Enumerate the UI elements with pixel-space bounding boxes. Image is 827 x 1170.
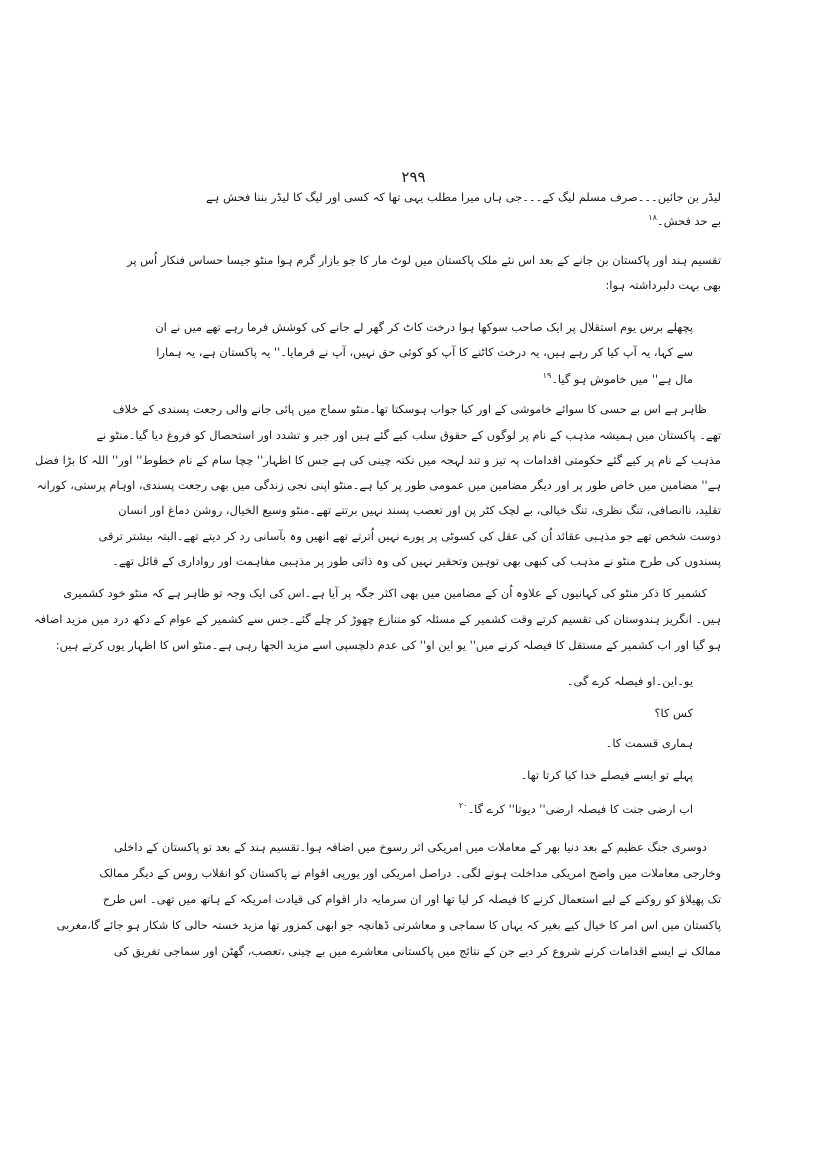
line-text: پچھلے برس یوم استقلال پر ایک صاحب سوکھا ہوا درخت کاٹ کر گھر لے جانے کی کوشش فرما رہے تھے میں نے ان bbox=[155, 320, 693, 334]
text-line bbox=[99, 866, 721, 880]
line-text: پسندوں کی طرح منٹو نے مذہب کی کبھی بھی توہین وتحقیر نہیں کی وہ ذاتی طور پر مذہبی مفاہمت اور رواداری کے قائل تھے۔ bbox=[112, 554, 721, 568]
text-line bbox=[143, 192, 721, 203]
line-text: کس کا؟ bbox=[654, 706, 693, 720]
line-text: کشمیر کا ذکر منٹو کی کہانیوں کے علاوہ اُن کے مضامین میں بھی اکثر جگہ پر آیا ہے۔اس کی ایک وجہ تو ظاہر ہے کہ منٹو خود کشمیری bbox=[63, 586, 707, 600]
line-text: ہے'' مضامین میں خاص طور پر اور دیگر مضامین میں عمومی طور پر کیا ہے۔منٹو اپنی نجی زندگی میں بھی رجعت پسندی، اوہام پرستی، کورانہ bbox=[36, 478, 721, 492]
text-line bbox=[533, 372, 693, 385]
text-line bbox=[98, 529, 721, 543]
text-line bbox=[55, 638, 721, 652]
line-text: یو۔این۔او فیصلہ کرے گی۔ bbox=[566, 674, 693, 688]
text-line bbox=[56, 918, 721, 932]
line-text: تقسیم ہند اور پاکستان بن جانے کے بعد اس نئے ملک پاکستان میں لوٹ مار کا جو بازار گرم ہوا منٹو جیسا حساس فنکار اُس پر bbox=[127, 253, 721, 267]
text-line bbox=[114, 840, 707, 854]
line-text: ممالک نے ایسے اقدامات کرنے شروع کر دیے جن کے نتائج میں پاکستانی معاشرے میں بے چینی ،تعصب، گھٹن اور سماجی تفریق کی bbox=[113, 944, 721, 958]
line-text: تقلید، ناانصافی، تنگ نظری، تنگ خیالی، بے لچک کٹر پن اور تعصب پسند نہیں برتتے تھے۔منٹو وسیع الخیال، روشن دماغ اور انسان bbox=[118, 503, 721, 517]
line-text: سے کہا، یہ آپ کیا کر رہے ہیں، یہ درخت کاٹنے کا آپ کو کوئی حق نہیں، آپ نے فرمایا۔'' یہ پاکستان ہے، یہ ہمارا bbox=[156, 345, 693, 359]
text-line bbox=[143, 322, 693, 333]
text-line bbox=[112, 554, 721, 568]
text-line bbox=[520, 768, 693, 782]
footnote-marker: ۲۰ bbox=[458, 801, 468, 810]
text-line bbox=[581, 280, 721, 291]
text-line bbox=[648, 708, 693, 719]
line-text: پاکستان میں اس امر کا خیال کیے بغیر کہ یہاں کا سماجی و معاشرتی ڈھانچہ جو ابھی کمزور تھا مزید خستہ حالی کا شکار ہو جائے گا،مغربی bbox=[56, 918, 721, 932]
line-text: دوست شخص تھے جو مذہبی عقائد اُن کی عقل کی کسوٹی پر پورے نہیں اُترتے تھے انھیں وہ بآسانی رد کر دیتے تھے۔البتہ بیشتر ترقی bbox=[98, 529, 721, 543]
line-text: پہلے تو ایسے فیصلے خدا کیا کرتا تھا۔ bbox=[520, 768, 693, 782]
page-number: ۲۹۹ bbox=[401, 168, 426, 186]
line-text: مذہب کے نام پر کیے گئے حکومتی اقدامات پہ تیز و تند لہجہ میں نکتہ چینی کی ہے جس کا اظہار'' چچا سام کے نام خطوط'' اور'' اللہ کا بڑا فضل bbox=[35, 453, 721, 467]
line-text: ظاہر ہے اس بے حسی کا سوائے خاموشی کے اور کیا جواب ہوسکتا تھا۔منٹو سماج میں پائی جانے والی رجعت پسندی کے خلاف bbox=[112, 402, 707, 416]
text-line bbox=[112, 402, 707, 416]
text-line bbox=[605, 736, 693, 750]
line-text: دوسری جنگ عظیم کے بعد دنیا بھر کے معاملات میں امریکی اثر رسوخ میں اضافہ ہوا۔تقسیم ہند کے بعد تو پاکستان کے داخلی bbox=[114, 840, 707, 854]
line-text: بے حد فحش۔ bbox=[656, 213, 721, 228]
line-text: لیڈر بن جائیں۔۔۔صرف مسلم لیگ کے۔۔۔جی ہاں میرا مطلب یہی تھا کہ کسی اور لیگ کا لیڈر بننا فحش ہے bbox=[205, 190, 721, 204]
text-line bbox=[36, 478, 721, 492]
text-line bbox=[35, 453, 721, 467]
text-line bbox=[127, 253, 721, 267]
text-line bbox=[543, 676, 693, 687]
text-line bbox=[102, 892, 721, 906]
text-line bbox=[113, 944, 721, 958]
text-line bbox=[118, 503, 721, 517]
line-text: ہو گیا اور اب کشمیر کے مستقل کا فیصلہ کرنے میں'' یو این او'' کی عدم دلچسپی اسے مزید الجھا رہی ہے۔منٹو اس کا اظہار یوں کرتے ہیں: bbox=[55, 638, 721, 652]
footnote-marker: ۱۸ bbox=[648, 213, 657, 222]
text-line bbox=[143, 347, 693, 358]
text-line bbox=[601, 214, 721, 227]
line-text: تک پھیلاؤ کو روکنے کے لیے استعمال کرنے کا فیصلہ کر لیا تھا اور ان سرمایہ دار اقوام کی قیادت امریکہ کے ہاتھ میں تھی۔ اس طرح bbox=[102, 892, 721, 906]
line-text: بھی بہت دلبرداشتہ ہوا: bbox=[605, 278, 721, 292]
line-text: ہیں۔ انگریز ہندوستان کی تقسیم کرتے وقت کشمیر کے مسئلہ کو متنازع چھوڑ کر چلے گئے۔جس سے کشمیر کے عوام کے دکھ درد میں مزید اضافہ bbox=[34, 612, 721, 626]
line-text: تھے۔ پاکستان میں ہمیشہ مذہب کے نام پر لوگوں کے حقوق سلب کیے گئے ہیں اور جبر و تشدد اور استحصال کو فروغ دیا گیا۔منٹو نے bbox=[96, 428, 721, 442]
text-line bbox=[96, 428, 721, 442]
line-text: وخارجی معاملات میں واضح امریکی مداخلت ہونے لگی۔ دراصل امریکی اور یورپی اقوام نے پاکستان کو انقلاب روس کے دیگر ممالک bbox=[99, 866, 721, 880]
text-line bbox=[423, 802, 693, 815]
line-text: اب ارضی جنت کا فیصلہ ارضی'' دیوتا'' کرے گا۔ bbox=[467, 801, 693, 816]
text-line bbox=[63, 586, 707, 600]
line-text: مال ہے'' میں خاموش ہو گیا۔ bbox=[551, 371, 693, 386]
line-text: ہماری قسمت کا۔ bbox=[605, 736, 693, 750]
text-line bbox=[34, 612, 721, 626]
footnote-marker: ۱۹ bbox=[542, 371, 552, 380]
